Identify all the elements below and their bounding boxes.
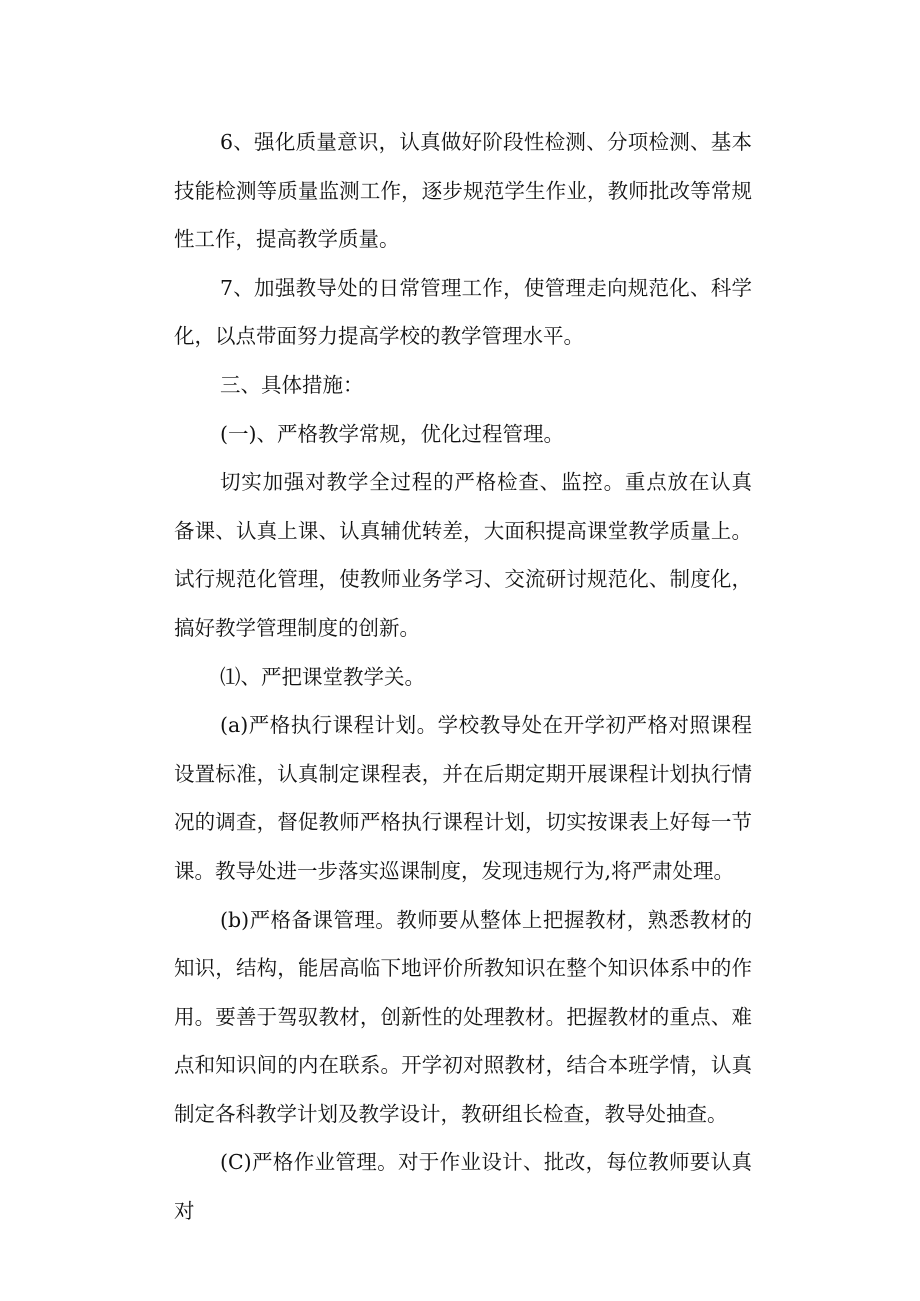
paragraph-process-monitoring: 切实加强对教学全过程的严格检查、监控。重点放在认真备课、认真上课、认真辅优转差，大面积提高课堂教学质量上。试行规范化管理，使教师业务学习、交流研讨规范化、制度化，搞好教学管理制度的创新。 (174, 470, 752, 640)
paragraph-curriculum-plan: (a)严格执行课程计划。学校教导处在开学初严格对照课程设置标准，认真制定课程表，并在后期定期开展课程计划执行情况的调查，督促教师严格执行课程计划，切实按课表上好每一节课。教导处进一步落实巡课制度，发现违规行为,将严肃处理。 (174, 713, 752, 883)
document-body (174, 118, 752, 1236)
paragraph-quality-awareness: 6、强化质量意识，认真做好阶段性检测、分项检测、基本技能检测等质量监测工作，逐步规范学生作业，教师批改等常规性工作，提高教学质量。 (174, 130, 752, 252)
paragraph-homework-management: (C)严格作业管理。对于作业设计、批改，每位教师要认真对 (174, 1150, 752, 1224)
paragraph-office-management: 7、加强教导处的日常管理工作，使管理走向规范化、科学化，以点带面努力提高学校的教学管理水平。 (174, 275, 752, 349)
heading-specific-measures: 三、具体措施： (220, 372, 364, 397)
heading-teaching-routine: (一)、严格教学常规，优化过程管理。 (220, 421, 564, 446)
heading-classroom-teaching: ⑴、严把课堂教学关。 (220, 664, 425, 689)
paragraph-lesson-preparation: (b)严格备课管理。教师要从整体上把握教材，熟悉教材的知识，结构，能居高临下地评价所教知识在整个知识体系中的作用。要善于驾驭教材，创新性的处理教材。把握教材的重点、难点和知识间的内在联系。开学初对照教材，结合本班学情，认真制定各科教学计划及教学设计，教研组长检查，教导处抽查。 (174, 907, 752, 1126)
